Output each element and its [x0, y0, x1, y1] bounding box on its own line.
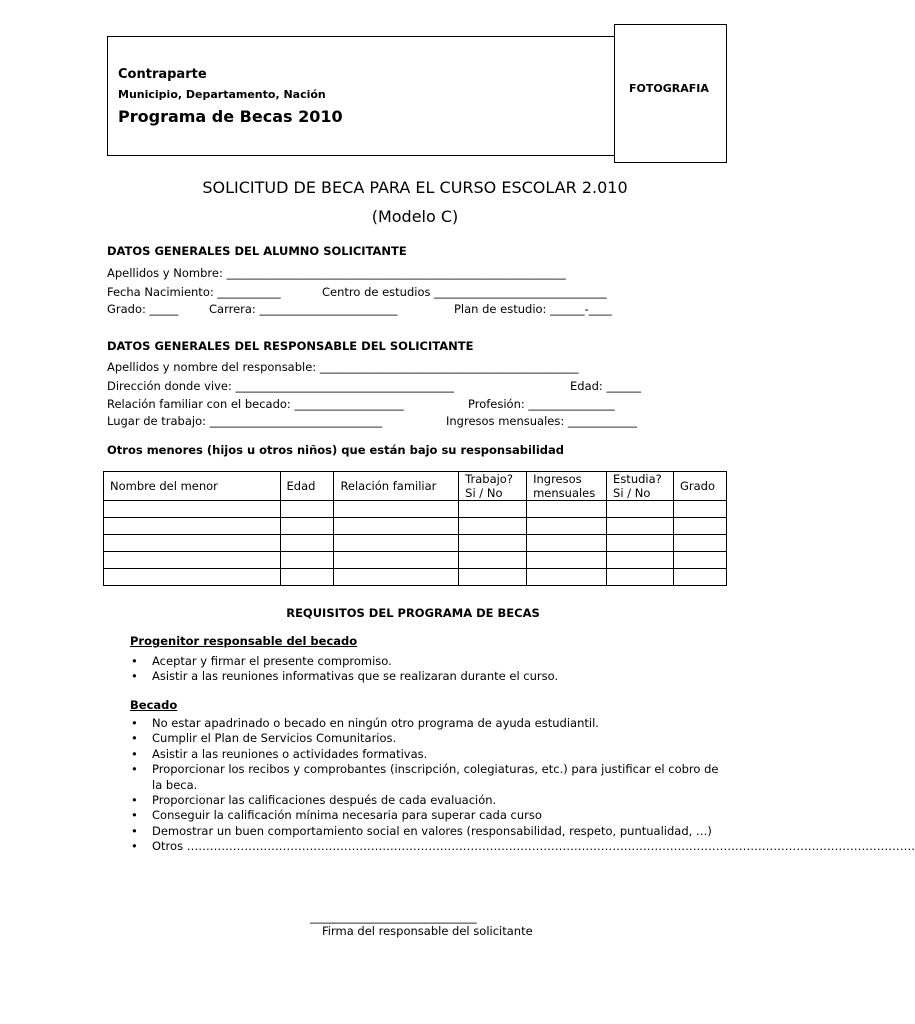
study-plan-field: Plan de estudio: ______-____ — [454, 302, 612, 316]
table-cell[interactable] — [527, 535, 607, 552]
column-header: Estudia? Si / No — [607, 472, 674, 501]
photo-label: FOTOGRAFIA — [629, 82, 709, 95]
list-item: • Conseguir la calificación mínima necesaria para superar cada curso — [130, 808, 720, 823]
minors-table — [103, 471, 727, 586]
table-row — [104, 569, 727, 586]
page-title: SOLICITUD DE BECA PARA EL CURSO ESCOLAR 2.010 — [202, 178, 628, 197]
table-cell[interactable] — [334, 552, 459, 569]
table-cell[interactable] — [334, 569, 459, 586]
column-header: Trabajo? Si / No — [459, 472, 527, 501]
column-header: Ingresos mensuales — [527, 472, 607, 501]
page-subtitle: (Modelo C) — [371, 207, 459, 226]
parent-requirements-list — [130, 654, 720, 685]
table-cell[interactable] — [607, 535, 674, 552]
birth-date-field: Fecha Nacimiento: ___________ — [107, 285, 281, 299]
list-item: • Proporcionar las calificaciones después de cada evaluación. — [130, 793, 720, 808]
guardian-section-heading: DATOS GENERALES DEL RESPONSABLE DEL SOLICITANTE — [107, 339, 474, 353]
table-cell[interactable] — [104, 535, 281, 552]
table-cell[interactable] — [280, 501, 334, 518]
column-header: Nombre del menor — [104, 472, 281, 501]
minors-heading: Otros menores (hijos u otros niños) que están bajo su responsabilidad — [107, 443, 565, 457]
table-cell[interactable] — [280, 569, 334, 586]
table-cell[interactable] — [280, 552, 334, 569]
table-cell[interactable] — [607, 518, 674, 535]
list-item: • Otros ………………………………………………………………………………………………………………………………………………………………………. — [130, 839, 720, 854]
table-cell[interactable] — [459, 569, 527, 586]
table-cell[interactable] — [459, 518, 527, 535]
org-name: Contraparte — [118, 67, 207, 82]
list-item: • Asistir a las reuniones informativas que se realizaran durante el curso. — [130, 669, 720, 684]
table-cell[interactable] — [607, 501, 674, 518]
table-cell[interactable] — [674, 552, 727, 569]
table-row — [104, 518, 727, 535]
table-cell[interactable] — [104, 569, 281, 586]
income-field: Ingresos mensuales: ____________ — [446, 414, 637, 428]
table-cell[interactable] — [459, 552, 527, 569]
student-requirements-list — [130, 716, 915, 855]
list-item: • Cumplir el Plan de Servicios Comunitarios. — [130, 731, 720, 746]
signature-label: Firma del responsable del solicitante — [322, 924, 533, 938]
student-name-field: Apellidos y Nombre: ___________________________________________________________ — [107, 266, 566, 280]
student-section-heading: DATOS GENERALES DEL ALUMNO SOLICITANTE — [107, 244, 407, 258]
column-header: Grado — [674, 472, 727, 501]
list-item: • Asistir a las reuniones o actividades formativas. — [130, 747, 720, 762]
table-cell[interactable] — [104, 518, 281, 535]
list-item: • No estar apadrinado o becado en ningún otro programa de ayuda estudiantil. — [130, 716, 720, 731]
grade-field: Grado: _____ — [107, 302, 179, 316]
program-title: Programa de Becas 2010 — [118, 107, 343, 126]
column-header: Edad — [280, 472, 334, 501]
relation-field: Relación familiar con el becado: ___________________ — [107, 397, 404, 411]
table-row — [104, 501, 727, 518]
requirements-heading: REQUISITOS DEL PROGRAMA DE BECAS — [286, 606, 540, 620]
table-cell[interactable] — [280, 518, 334, 535]
table-cell[interactable] — [527, 518, 607, 535]
table-cell[interactable] — [674, 501, 727, 518]
profession-field: Profesión: _______________ — [468, 397, 615, 411]
column-header: Relación familiar — [334, 472, 459, 501]
location-line: Municipio, Departamento, Nación — [118, 88, 326, 101]
table-cell[interactable] — [334, 518, 459, 535]
table-cell[interactable] — [674, 518, 727, 535]
table-cell[interactable] — [459, 501, 527, 518]
table-row — [104, 552, 727, 569]
career-field: Carrera: ________________________ — [209, 302, 398, 316]
list-item: • Proporcionar los recibos y comprobantes (inscripción, colegiaturas, etc.) para justificar el cobro de la beca. — [130, 762, 720, 793]
table-cell[interactable] — [607, 552, 674, 569]
address-field: Dirección donde vive: ______________________________________ — [107, 379, 454, 393]
table-cell[interactable] — [104, 552, 281, 569]
table-cell[interactable] — [674, 535, 727, 552]
workplace-field: Lugar de trabajo: ______________________________ — [107, 414, 383, 428]
table-header-row — [104, 472, 727, 501]
school-center-field: Centro de estudios ______________________________ — [322, 285, 607, 299]
signature-line[interactable]: _____________________________ — [310, 910, 477, 924]
table-cell[interactable] — [104, 501, 281, 518]
table-row — [104, 535, 727, 552]
guardian-name-field: Apellidos y nombre del responsable: _____________________________________________ — [107, 360, 579, 374]
student-requirements-heading: Becado — [130, 698, 178, 712]
list-item: • Demostrar un buen comportamiento social en valores (responsabilidad, respeto, puntualidad, …) — [130, 824, 720, 839]
table-cell[interactable] — [334, 501, 459, 518]
table-cell[interactable] — [674, 569, 727, 586]
table-cell[interactable] — [607, 569, 674, 586]
table-cell[interactable] — [280, 535, 334, 552]
parent-requirements-heading: Progenitor responsable del becado — [130, 634, 358, 648]
table-cell[interactable] — [527, 569, 607, 586]
table-cell[interactable] — [527, 552, 607, 569]
age-field: Edad: ______ — [570, 379, 641, 393]
table-cell[interactable] — [334, 535, 459, 552]
list-item: • Aceptar y firmar el presente compromiso. — [130, 654, 720, 669]
table-cell[interactable] — [527, 501, 607, 518]
table-cell[interactable] — [459, 535, 527, 552]
